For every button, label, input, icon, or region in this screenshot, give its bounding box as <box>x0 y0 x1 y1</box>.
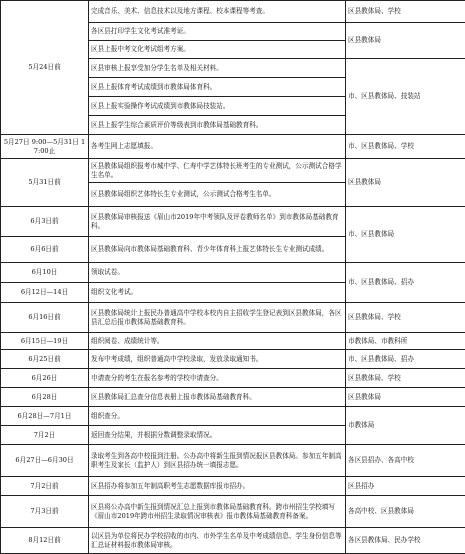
task-cell: 区县教体局组织艺体特长生专业测试，公示测试合格考生名单。 <box>89 183 346 207</box>
task-cell: 各区县打印学生文化考试准考证。 <box>89 23 346 41</box>
table-row <box>1 303 465 333</box>
responsible-cell: 区县教体局 <box>346 388 465 407</box>
date-cell: 6月26日 <box>1 369 89 388</box>
responsible-cell: 市、区县教体局、技装站 <box>346 59 465 135</box>
table-row <box>1 388 465 407</box>
table-row <box>1 135 465 159</box>
responsible-cell: 区县教体局、学校 <box>346 369 465 388</box>
task-cell: 区县招办将参加五年制高职考生志愿数据库报市招办。 <box>89 477 346 496</box>
table-row <box>1 369 465 388</box>
task-cell: 区县教体局向市教体局基础教育科、青少年体育科上报艺体特长生专业测试成绩。 <box>89 237 346 263</box>
task-cell: 区县教体局汇总查分信息表册上报市教体局基础教育科。 <box>89 388 346 407</box>
responsible-cell: 区县教体局 <box>346 159 465 207</box>
table-row <box>1 263 465 283</box>
date-cell: 6月3日前 <box>1 207 89 237</box>
date-cell: 6月12日—14日 <box>1 283 89 303</box>
date-cell: 5月31日前 <box>1 159 89 207</box>
date-cell: 6月25日前 <box>1 350 89 369</box>
task-cell: 组织查分。 <box>89 407 346 426</box>
date-cell: 5月27日 9:00—5月31日 17:00止 <box>1 135 89 159</box>
responsible-cell: 区县教体局、学校 <box>346 1 465 23</box>
task-cell: 区县审核上报享受加分学生名单及相关材料。 <box>89 59 346 78</box>
date-cell: 7月2日 <box>1 426 89 445</box>
task-cell: 完成音乐、美术、信息技术以及地方课程、校本课程等考查。 <box>89 1 346 23</box>
date-cell: 7月3日前 <box>1 496 89 528</box>
date-cell: 6月16日前 <box>1 303 89 333</box>
responsible-cell: 市教体局 <box>346 407 465 445</box>
table-row <box>1 445 465 477</box>
task-cell: 区县上报学生综合素质评价等级表到市教体局基础教育科。 <box>89 116 346 135</box>
table-row <box>1 159 465 183</box>
task-cell: 录取考生到各高中校报到注册。公办高中将新生报到情况报区县教体局。参加五年制高职考生及家长（监护人）到区县招办统一填报志愿。 <box>89 445 346 477</box>
responsible-cell: 各区县招办、各高中校 <box>346 445 465 477</box>
responsible-cell: 市、区县教体局、招办 <box>346 263 465 303</box>
responsible-cell: 区县招办 <box>346 477 465 496</box>
responsible-cell: 市、区县教体局、学校 <box>346 135 465 159</box>
responsible-cell: 区县教体局 <box>346 23 465 59</box>
table-row <box>1 207 465 237</box>
date-cell: 5月24日前 <box>1 1 89 135</box>
task-cell: 区县教体局审核报送《眉山市2019年中考领队及评卷教师名单》到市教体局基础教育科。 <box>89 207 346 237</box>
task-cell: 各考生网上志愿填报。 <box>89 135 346 159</box>
table-row <box>1 477 465 496</box>
date-cell: 6月27日—6月30日 <box>1 445 89 477</box>
date-cell: 6月6日前 <box>1 237 89 263</box>
responsible-cell: 各高中校、区县教体局 <box>346 496 465 528</box>
table-row <box>1 350 465 369</box>
task-cell: 组织阅卷、成绩统计等。 <box>89 333 346 350</box>
date-cell: 6月28日 <box>1 388 89 407</box>
task-cell: 区县上报实验操作考试成绩到市教体局技装站。 <box>89 97 346 116</box>
responsible-cell: 市、区县教体局 <box>346 207 465 263</box>
responsible-cell: 市、区县教体局、招办 <box>346 350 465 369</box>
table-row <box>1 496 465 528</box>
task-cell: 区县将公办高中新生报到情况汇总上报到市教体局基础教育科。跨市州招生学校填写《眉山市2019年跨市州招生录取情况审核表》报市教体局基础教育科备案。 <box>89 496 346 528</box>
responsible-cell: 市教体局、市教科所 <box>346 333 465 350</box>
responsible-cell: 区县教体局、学校 <box>346 303 465 333</box>
date-cell: 6月28日—7月1日 <box>1 407 89 426</box>
task-cell: 领取试卷。 <box>89 263 346 283</box>
table-row <box>1 333 465 350</box>
table-row <box>1 407 465 426</box>
task-cell: 组织文化考试。 <box>89 283 346 303</box>
task-cell: 以区县为单位将民办学校招收的市内、市外学生名单及中考成绩信息、学生身份信息等汇总证材料报市教体局审核。 <box>89 528 346 554</box>
task-cell: 区县教体局组织报考市城中学、仁寿中学艺体特长班考生的专业测试，公示测试合格学生名单。 <box>89 159 346 183</box>
responsible-cell: 各区县教体局、民办学校 <box>346 528 465 554</box>
date-cell: 6月10日 <box>1 263 89 283</box>
task-cell: 区县上报体育考试成绩到市教体局体育科。 <box>89 78 346 97</box>
task-cell: 区县教体局统计上报民办普通高中学校本校内自主招收学生登记表到区县教体局，各区县汇总后报市教体局基础教育科。 <box>89 303 346 333</box>
date-cell: 6月15日—19日 <box>1 333 89 350</box>
task-cell: 返回查分结果，并根据分数调整录取情况。 <box>89 426 346 445</box>
table-row <box>1 1 465 23</box>
date-cell: 8月12日前 <box>1 528 89 554</box>
task-cell: 区县上报中考文化考试组考方案。 <box>89 41 346 59</box>
task-cell: 申请查分的考生在报名参考的学校申请查分。 <box>89 369 346 388</box>
date-cell: 7月2日前 <box>1 477 89 496</box>
table-row <box>1 528 465 554</box>
task-cell: 发布中考成绩，组织普通高中学校录取，发放录取通知书。 <box>89 350 346 369</box>
